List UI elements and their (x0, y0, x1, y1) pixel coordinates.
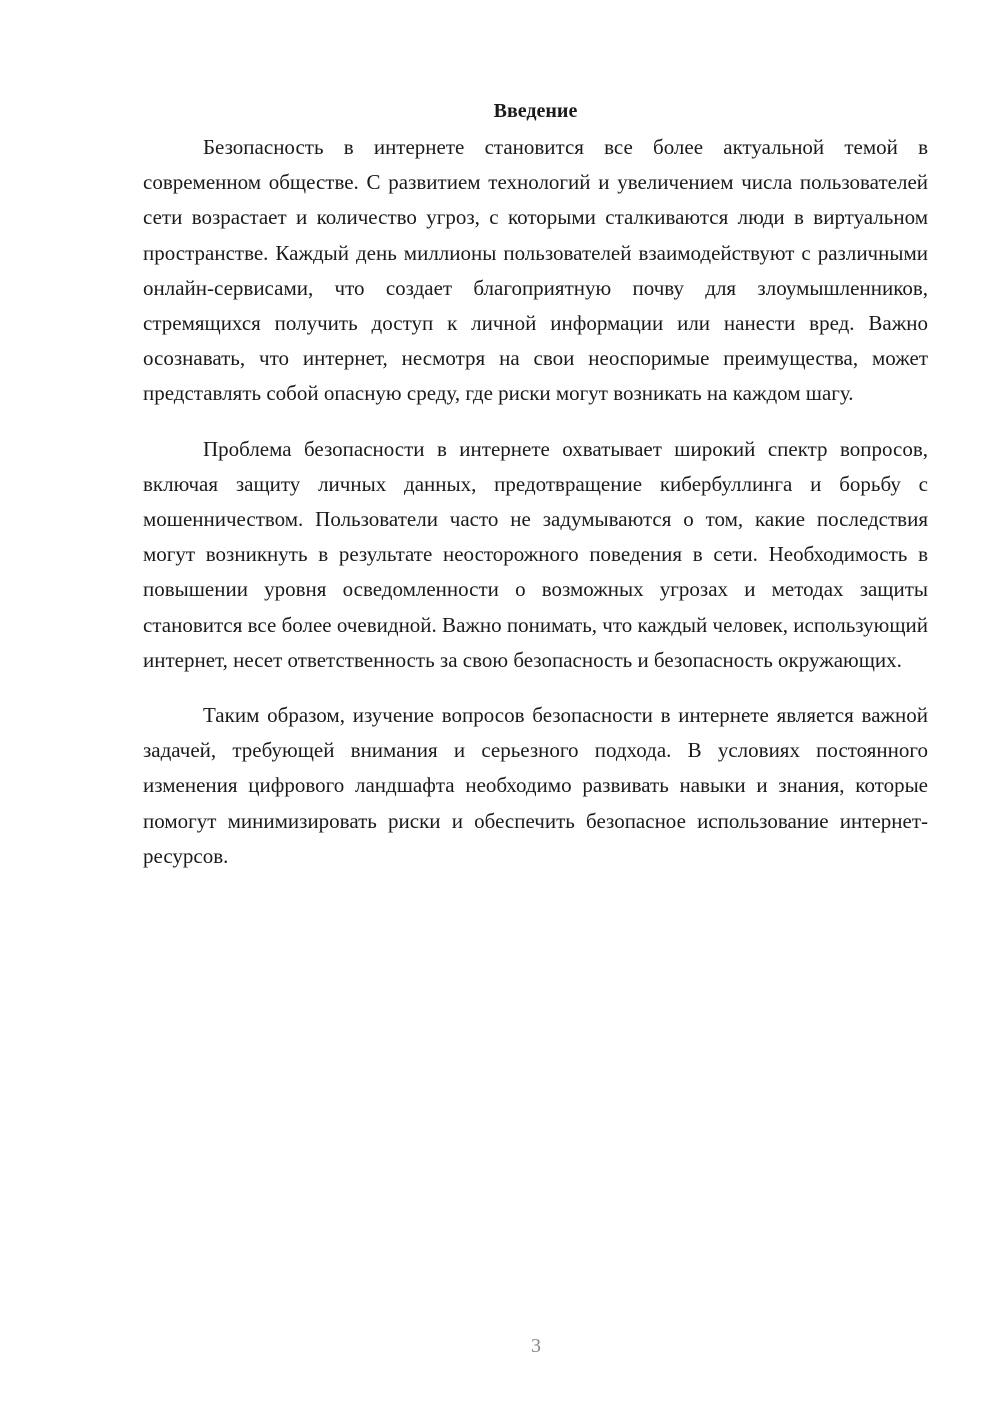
paragraph-2: Проблема безопасности в интернете охватывает широкий спектр вопросов, включая защиту личных данных, предотвращение кибербуллинга и борьбу с мошенничеством. Пользователи часто не задумываются о том, какие последствия могут возникнуть в результате неосторожного поведения в сети. Необходимость в повышении уровня осведомленности о возможных угрозах и методах защиты становится все более очевидной. Важно понимать, что каждый человек, использующий интернет, несет ответственность за свою безопасность и безопасность окружающих. (143, 436, 928, 672)
paragraph-3: Таким образом, изучение вопросов безопасности в интернете является важной задачей, требующей внимания и серьезного подхода. В условиях постоянного изменения цифрового ландшафта необходимо развивать навыки и знания, которые помогут минимизировать риски и обеспечить безопасное использование интернет-ресурсов. (143, 703, 928, 868)
paragraph-1: Безопасность в интернете становится все более актуальной темой в современном обществе. С развитием технологий и увеличением числа пользователей сети возрастает и количество угроз, с которыми сталкиваются люди в виртуальном пространстве. Каждый день миллионы пользователей взаимодействуют с различными онлайн-сервисами, что создает благоприятную почву для злоумышленников, стремящихся получить доступ к личной информации или нанести вред. Важно осознавать, что интернет, несмотря на свои неоспоримые преимущества, может представлять собой опасную среду, где риски могут возникать на каждом шагу. (143, 135, 928, 406)
section-title: Введение (493, 100, 578, 122)
page-content (143, 92, 928, 874)
page-number: 3 (531, 1335, 541, 1357)
